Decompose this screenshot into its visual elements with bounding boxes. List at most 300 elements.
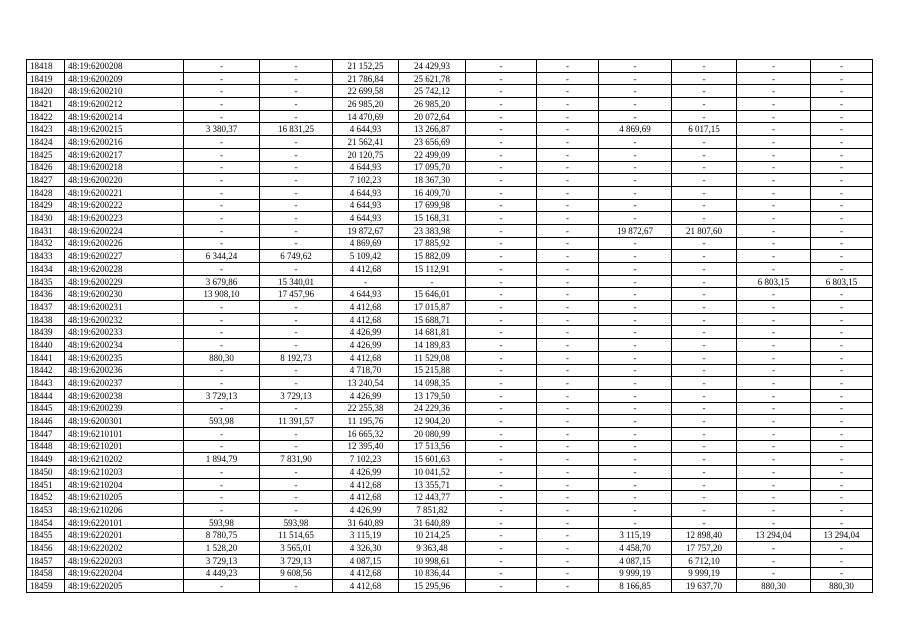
value-cell: - (672, 389, 737, 402)
value-cell: - (466, 453, 537, 466)
value-cell: 15 112,91 (399, 263, 466, 276)
value-cell: - (672, 98, 737, 111)
cadastral-number-cell: 48:19:6200215 (65, 123, 184, 136)
value-cell: - (184, 478, 260, 491)
value-cell: - (466, 415, 537, 428)
row-number-cell: 18449 (27, 453, 65, 466)
value-cell: - (537, 580, 599, 593)
table-row (27, 440, 873, 453)
value-cell: - (672, 85, 737, 98)
value-cell: 13 294,04 (811, 529, 873, 542)
value-cell: 20 080,99 (399, 427, 466, 440)
value-cell: - (184, 98, 260, 111)
value-cell: - (737, 326, 811, 339)
value-cell: 6 712,10 (672, 554, 737, 567)
value-cell: 22 499,09 (399, 148, 466, 161)
value-cell: 593,98 (184, 415, 260, 428)
value-cell: - (811, 364, 873, 377)
value-cell: - (672, 301, 737, 314)
value-cell: 14 470,69 (333, 110, 399, 123)
row-number-cell: 18428 (27, 186, 65, 199)
value-cell: - (672, 263, 737, 276)
value-cell: - (672, 148, 737, 161)
cadastral-number-cell: 48:19:6200209 (65, 72, 184, 85)
table-row (27, 339, 873, 352)
value-cell: - (811, 136, 873, 149)
value-cell: 593,98 (260, 516, 333, 529)
value-cell: - (811, 72, 873, 85)
table-row (27, 478, 873, 491)
value-cell: 17 095,70 (399, 161, 466, 174)
value-cell: 17 757,20 (672, 542, 737, 555)
value-cell: - (811, 148, 873, 161)
value-cell: - (466, 263, 537, 276)
value-cell: - (672, 453, 737, 466)
row-number-cell: 18456 (27, 542, 65, 555)
value-cell: - (599, 478, 672, 491)
value-cell: - (672, 313, 737, 326)
cadastral-number-cell: 48:19:6200224 (65, 224, 184, 237)
value-cell: - (260, 377, 333, 390)
value-cell: 12 904,20 (399, 415, 466, 428)
value-cell: - (811, 504, 873, 517)
value-cell: - (737, 224, 811, 237)
value-cell: 6 017,15 (672, 123, 737, 136)
value-cell: 880,30 (811, 580, 873, 593)
value-cell: - (737, 402, 811, 415)
value-cell: 31 640,89 (399, 516, 466, 529)
value-cell: - (672, 339, 737, 352)
value-cell: 10 041,52 (399, 466, 466, 479)
value-cell: - (537, 237, 599, 250)
value-cell: 8 166,85 (599, 580, 672, 593)
value-cell: - (811, 351, 873, 364)
value-cell: - (811, 212, 873, 225)
cadastral-number-cell: 48:19:6210202 (65, 453, 184, 466)
value-cell: - (466, 567, 537, 580)
value-cell: - (599, 516, 672, 529)
value-cell: - (672, 491, 737, 504)
value-cell: 3 729,13 (184, 554, 260, 567)
table-row (27, 427, 873, 440)
row-number-cell: 18436 (27, 288, 65, 301)
value-cell: 18 367,30 (399, 174, 466, 187)
value-cell: - (737, 123, 811, 136)
value-cell: - (537, 415, 599, 428)
cadastral-number-cell: 48:19:6200223 (65, 212, 184, 225)
row-number-cell: 18451 (27, 478, 65, 491)
value-cell: - (537, 85, 599, 98)
cadastral-number-cell: 48:19:6200301 (65, 415, 184, 428)
value-cell: - (599, 364, 672, 377)
row-number-cell: 18453 (27, 504, 65, 517)
cadastral-number-cell: 48:19:6200229 (65, 275, 184, 288)
value-cell: - (537, 72, 599, 85)
value-cell: - (811, 415, 873, 428)
value-cell: 21 786,84 (333, 72, 399, 85)
cadastral-number-cell: 48:19:6200237 (65, 377, 184, 390)
row-number-cell: 18424 (27, 136, 65, 149)
value-cell: - (599, 415, 672, 428)
value-cell: - (537, 554, 599, 567)
table-row (27, 186, 873, 199)
value-cell: - (537, 288, 599, 301)
value-cell: - (737, 415, 811, 428)
row-number-cell: 18445 (27, 402, 65, 415)
value-cell: - (737, 377, 811, 390)
value-cell: - (184, 263, 260, 276)
value-cell: - (737, 567, 811, 580)
value-cell: - (737, 250, 811, 263)
table-row (27, 174, 873, 187)
value-cell: - (260, 301, 333, 314)
value-cell: - (466, 186, 537, 199)
value-cell: - (737, 491, 811, 504)
value-cell: 4 718,70 (333, 364, 399, 377)
value-cell: - (737, 339, 811, 352)
row-number-cell: 18425 (27, 148, 65, 161)
value-cell: 593,98 (184, 516, 260, 529)
cadastral-number-cell: 48:19:6220202 (65, 542, 184, 555)
value-cell: 4 426,99 (333, 326, 399, 339)
table-row (27, 263, 873, 276)
value-cell: - (260, 313, 333, 326)
value-cell: - (537, 224, 599, 237)
value-cell: 4 644,93 (333, 161, 399, 174)
value-cell: - (672, 237, 737, 250)
cadastral-number-cell: 48:19:6200234 (65, 339, 184, 352)
value-cell: - (672, 351, 737, 364)
value-cell: - (466, 161, 537, 174)
value-cell: - (260, 466, 333, 479)
value-cell: - (466, 212, 537, 225)
value-cell: - (184, 491, 260, 504)
value-cell: - (737, 98, 811, 111)
value-cell: 16 831,25 (260, 123, 333, 136)
value-cell: - (672, 250, 737, 263)
value-cell: - (599, 301, 672, 314)
cadastral-number-cell: 48:19:6220204 (65, 567, 184, 580)
cadastral-number-cell: 48:19:6210205 (65, 491, 184, 504)
value-cell: 3 115,19 (333, 529, 399, 542)
value-cell: - (466, 85, 537, 98)
cadastral-number-cell: 48:19:6200232 (65, 313, 184, 326)
table-row (27, 250, 873, 263)
row-number-cell: 18452 (27, 491, 65, 504)
cadastral-number-cell: 48:19:6200212 (65, 98, 184, 111)
value-cell: 19 872,67 (599, 224, 672, 237)
value-cell: - (811, 377, 873, 390)
value-cell: - (466, 402, 537, 415)
table-row (27, 491, 873, 504)
value-cell: 17 699,98 (399, 199, 466, 212)
value-cell: - (184, 326, 260, 339)
value-cell: 21 562,41 (333, 136, 399, 149)
value-cell: - (260, 85, 333, 98)
row-number-cell: 18459 (27, 580, 65, 593)
value-cell: - (466, 377, 537, 390)
value-cell: - (672, 110, 737, 123)
value-cell: - (260, 364, 333, 377)
value-cell: - (399, 275, 466, 288)
table-row (27, 148, 873, 161)
value-cell: 9 999,19 (599, 567, 672, 580)
value-cell: 6 803,15 (811, 275, 873, 288)
value-cell: - (599, 161, 672, 174)
value-cell: - (811, 288, 873, 301)
value-cell: - (599, 174, 672, 187)
row-number-cell: 18440 (27, 339, 65, 352)
value-cell: - (184, 85, 260, 98)
value-cell: - (672, 415, 737, 428)
value-cell: - (737, 263, 811, 276)
value-cell: 4 644,93 (333, 123, 399, 136)
value-cell: - (260, 212, 333, 225)
row-number-cell: 18450 (27, 466, 65, 479)
value-cell: - (811, 453, 873, 466)
value-cell: - (537, 136, 599, 149)
value-cell: 13 294,04 (737, 529, 811, 542)
value-cell: - (672, 478, 737, 491)
value-cell: - (811, 199, 873, 212)
table-row (27, 237, 873, 250)
value-cell: - (260, 504, 333, 517)
value-cell: - (466, 554, 537, 567)
value-cell: - (811, 313, 873, 326)
value-cell: - (599, 491, 672, 504)
value-cell: - (811, 85, 873, 98)
value-cell: 9 363,48 (399, 542, 466, 555)
value-cell: - (537, 440, 599, 453)
value-cell: - (466, 224, 537, 237)
value-cell: 880,30 (184, 351, 260, 364)
value-cell: 3 729,13 (260, 554, 333, 567)
value-cell: - (466, 313, 537, 326)
table-row (27, 275, 873, 288)
value-cell: 5 109,42 (333, 250, 399, 263)
value-cell: 26 985,20 (333, 98, 399, 111)
value-cell: 13 908,10 (184, 288, 260, 301)
value-cell: - (672, 186, 737, 199)
value-cell: - (184, 313, 260, 326)
value-cell: - (537, 174, 599, 187)
value-cell: - (466, 237, 537, 250)
value-cell: - (599, 212, 672, 225)
table-row (27, 389, 873, 402)
value-cell: - (260, 161, 333, 174)
value-cell: - (737, 288, 811, 301)
value-cell: - (537, 98, 599, 111)
value-cell: - (672, 402, 737, 415)
value-cell: - (672, 516, 737, 529)
value-cell: - (737, 301, 811, 314)
cadastral-number-cell: 48:19:6210204 (65, 478, 184, 491)
value-cell: - (184, 364, 260, 377)
value-cell: - (184, 440, 260, 453)
value-cell: - (537, 491, 599, 504)
table-row (27, 542, 873, 555)
value-cell: 4 426,99 (333, 504, 399, 517)
table-row (27, 212, 873, 225)
value-cell: - (537, 478, 599, 491)
cadastral-number-cell: 48:19:6210203 (65, 466, 184, 479)
value-cell: - (466, 542, 537, 555)
value-cell: - (184, 466, 260, 479)
value-cell: 15 295,96 (399, 580, 466, 593)
value-cell: - (537, 466, 599, 479)
value-cell: 19 872,67 (333, 224, 399, 237)
table-row (27, 554, 873, 567)
value-cell: 12 395,40 (333, 440, 399, 453)
value-cell: - (737, 504, 811, 517)
value-cell: 4 644,93 (333, 212, 399, 225)
cadastral-number-cell: 48:19:6200218 (65, 161, 184, 174)
row-number-cell: 18437 (27, 301, 65, 314)
cadastral-number-cell: 48:19:6200217 (65, 148, 184, 161)
value-cell: - (466, 72, 537, 85)
value-cell: - (466, 440, 537, 453)
row-number-cell: 18455 (27, 529, 65, 542)
value-cell: 9 608,56 (260, 567, 333, 580)
value-cell: 4 869,69 (599, 123, 672, 136)
value-cell: - (466, 339, 537, 352)
row-number-cell: 18448 (27, 440, 65, 453)
table-row (27, 351, 873, 364)
value-cell: 6 749,62 (260, 250, 333, 263)
value-cell: - (737, 237, 811, 250)
value-cell: 4 644,93 (333, 186, 399, 199)
value-cell: 14 098,35 (399, 377, 466, 390)
table-row (27, 580, 873, 593)
value-cell: - (184, 60, 260, 73)
value-cell: 3 115,19 (599, 529, 672, 542)
value-cell: - (260, 199, 333, 212)
cadastral-number-cell: 48:19:6220201 (65, 529, 184, 542)
value-cell: - (672, 377, 737, 390)
row-number-cell: 18446 (27, 415, 65, 428)
table-row (27, 466, 873, 479)
value-cell: 15 646,01 (399, 288, 466, 301)
value-cell: - (260, 326, 333, 339)
value-cell: - (537, 123, 599, 136)
value-cell: - (466, 199, 537, 212)
value-cell: 11 514,65 (260, 529, 333, 542)
value-cell: - (737, 212, 811, 225)
value-cell: - (737, 161, 811, 174)
value-cell: 26 985,20 (399, 98, 466, 111)
value-cell: - (537, 326, 599, 339)
value-cell: - (466, 98, 537, 111)
value-cell: - (466, 389, 537, 402)
cadastral-number-cell: 48:19:6200236 (65, 364, 184, 377)
table-row (27, 110, 873, 123)
value-cell: - (672, 136, 737, 149)
value-cell: - (599, 402, 672, 415)
value-cell: - (260, 72, 333, 85)
table-row (27, 529, 873, 542)
value-cell: - (260, 580, 333, 593)
value-cell: - (811, 478, 873, 491)
cadastral-number-cell: 48:19:6200235 (65, 351, 184, 364)
value-cell: 6 803,15 (737, 275, 811, 288)
value-cell: - (537, 567, 599, 580)
row-number-cell: 18421 (27, 98, 65, 111)
value-cell: - (599, 313, 672, 326)
value-cell: - (466, 301, 537, 314)
value-cell: 7 102,23 (333, 453, 399, 466)
value-cell: 4 449,23 (184, 567, 260, 580)
data-table-container (26, 59, 873, 593)
cadastral-number-cell: 48:19:6200210 (65, 85, 184, 98)
value-cell: - (599, 60, 672, 73)
value-cell: 4 412,68 (333, 567, 399, 580)
cadastral-value-table (26, 59, 873, 593)
value-cell: - (537, 263, 599, 276)
value-cell: - (466, 326, 537, 339)
value-cell: - (737, 542, 811, 555)
value-cell: - (466, 478, 537, 491)
value-cell: - (260, 339, 333, 352)
value-cell: - (466, 110, 537, 123)
value-cell: - (599, 288, 672, 301)
row-number-cell: 18418 (27, 60, 65, 73)
value-cell: - (737, 186, 811, 199)
value-cell: - (599, 339, 672, 352)
value-cell: - (466, 250, 537, 263)
cadastral-number-cell: 48:19:6200222 (65, 199, 184, 212)
value-cell: - (811, 567, 873, 580)
value-cell: - (599, 351, 672, 364)
row-number-cell: 18444 (27, 389, 65, 402)
value-cell: 4 869,69 (333, 237, 399, 250)
value-cell: - (184, 186, 260, 199)
value-cell: - (811, 123, 873, 136)
value-cell: - (672, 364, 737, 377)
value-cell: - (737, 554, 811, 567)
value-cell: 4 087,15 (333, 554, 399, 567)
value-cell: - (599, 237, 672, 250)
row-number-cell: 18434 (27, 263, 65, 276)
value-cell: - (599, 377, 672, 390)
value-cell: - (737, 351, 811, 364)
table-row (27, 199, 873, 212)
value-cell: - (811, 237, 873, 250)
cadastral-number-cell: 48:19:6220205 (65, 580, 184, 593)
table-row (27, 72, 873, 85)
value-cell: 19 637,70 (672, 580, 737, 593)
value-cell: - (466, 123, 537, 136)
value-cell: - (260, 478, 333, 491)
value-cell: 10 998,61 (399, 554, 466, 567)
value-cell: - (184, 110, 260, 123)
cadastral-number-cell: 48:19:6210101 (65, 427, 184, 440)
value-cell: 8 780,75 (184, 529, 260, 542)
value-cell: - (466, 288, 537, 301)
value-cell: - (811, 491, 873, 504)
value-cell: - (537, 516, 599, 529)
row-number-cell: 18458 (27, 567, 65, 580)
value-cell: - (466, 466, 537, 479)
value-cell: - (672, 288, 737, 301)
value-cell: 3 565,01 (260, 542, 333, 555)
table-row (27, 136, 873, 149)
table-row (27, 567, 873, 580)
value-cell: - (737, 389, 811, 402)
row-number-cell: 18430 (27, 212, 65, 225)
table-row (27, 504, 873, 517)
cadastral-number-cell: 48:19:6220203 (65, 554, 184, 567)
value-cell: 21 807,60 (672, 224, 737, 237)
